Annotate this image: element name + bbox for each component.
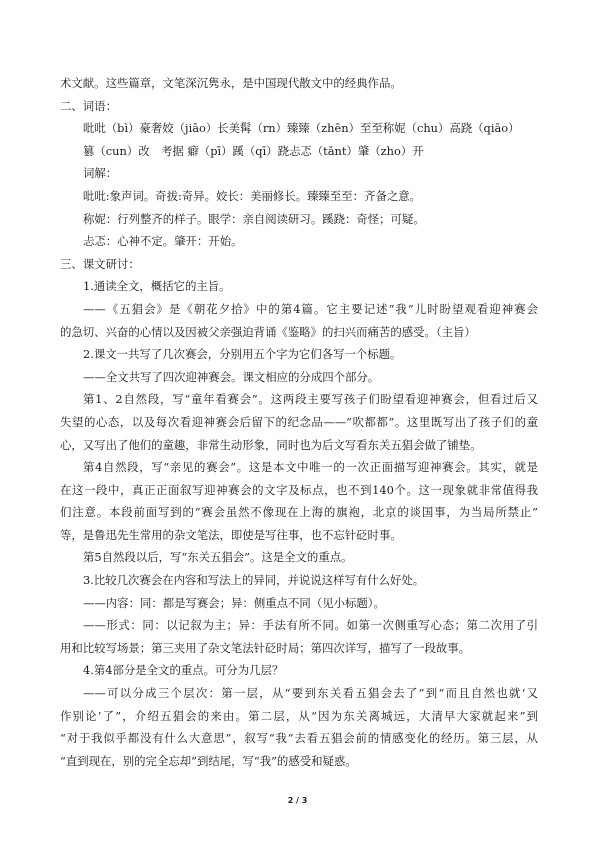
text-line: 二、词语： <box>60 98 117 113</box>
text-line: ——《五猖会》是《朝花夕拾》中的第4篇。它主要记述“我”儿时盼望观看迎神赛会 <box>83 301 538 316</box>
text-line: 用和比较写场景；第三夹用了杂文笔法针砭时局；第四次详写，描写了一段故事。 <box>60 640 471 655</box>
text-line: 3.比较几次赛会在内容和写法上的异同，并说说这样写有什么好处。 <box>83 573 425 588</box>
text-line: 忐忑：心神不定。肇开：开始。 <box>83 234 243 249</box>
text-line: ——内容：同：都是写赛会；异：侧重点不同（见小标题）。 <box>83 595 385 610</box>
text-line: 们注意。本段前面写到的“赛会虽然不像现在上海的旗袍，北京的谈国事，为当局所禁止” <box>60 505 538 520</box>
text-line: 吡吡（bì）豪奢姣（jiāo）长美髯（rn）臻臻（zhēn）至至称妮（chu）高跷（qiāo） <box>83 121 520 136</box>
text-line: “对于我似乎都没有什么大意思”，叙写“我”去看五猖会前的情感变化的经历。第三层，从 <box>60 731 538 746</box>
text-line: 术文献。这些篇章，文笔深沉隽永，是中国现代散文中的经典作品。 <box>60 76 402 90</box>
text-line: 三、课文研讨： <box>60 256 140 271</box>
text-line: ——全文共写了四次迎神赛会。课文相应的分成四个部分。 <box>83 369 380 384</box>
text-line: 失望的心态，以及每次看迎神赛会后留下的纪念品——“吹都都”。这里既写出了孩子们的童 <box>60 414 538 429</box>
text-line: ——形式：同：以记叙为主；异：手法有所不同。如第一次侧重写心态；第二次用了引 <box>83 618 538 633</box>
text-line: ——可以分成三个层次：第一层，从“要到东关看五猖会去了”到“而且自然也就‘又 <box>83 686 538 701</box>
document-body <box>60 72 538 772</box>
text-line: “直到现在，别的完全忘却”到结尾，写“我”的感受和疑惑。 <box>60 753 357 768</box>
text-line: 吡吡:象声词。奇拔:奇异。姣长：美丽修长。臻臻至至：齐备之意。 <box>83 188 422 203</box>
text-line: 4.第4部分是全文的重点。可分为几层？ <box>83 663 284 678</box>
text-line: 第5自然段以后，写“东关五猖会”。这是全文的重点。 <box>83 550 353 565</box>
text-line: 称妮：行列整齐的样子。眼学：亲自阅读研习。蹊跷：奇怪；可疑。 <box>83 211 425 226</box>
text-line: 第4自然段，写“亲见的赛会”。这是本文中唯一的一次正面描写迎神赛会。其实，就是 <box>83 460 538 475</box>
page-number: 2 / 3 <box>287 796 308 805</box>
text-line: 篡（cun）改 考据 癖（pī）蹊（qī）跷忐忑（tǎnt）肇（zho）开 <box>83 143 424 158</box>
text-line: 2.课文一共写了几次赛会，分别用五个字为它们各写一个标题。 <box>83 347 402 362</box>
text-line: 的急切、兴奋的心情以及因被父亲强迫背诵《鉴略》的扫兴而痛苦的感受。（主旨） <box>60 324 476 339</box>
text-line: 第1、2自然段，写“童年看赛会”。这两段主要写孩子们盼望看迎神赛会，但看过后又 <box>83 392 538 407</box>
text-line: 在这一段中，真正正面叙写迎神赛会的文字及标点，也不到140个。这一现象就非常值得我 <box>60 482 538 497</box>
text-line: 词解： <box>83 166 118 181</box>
text-line: 1.通读全文，概括它的主旨。 <box>83 279 231 294</box>
text-line: 作别论’了”，介绍五猖会的来由。第二层，从“因为东关离城远，大清早大家就起来”到 <box>60 708 538 723</box>
text-line: 心，又写出了他们的童趣，非常生动形象，同时也为后文写看东关五猖会做了铺垫。 <box>60 437 482 452</box>
text-line: 等，是鲁迅先生常用的杂文笔法，即使是写往事，也不忘针砭时事。 <box>60 527 402 542</box>
